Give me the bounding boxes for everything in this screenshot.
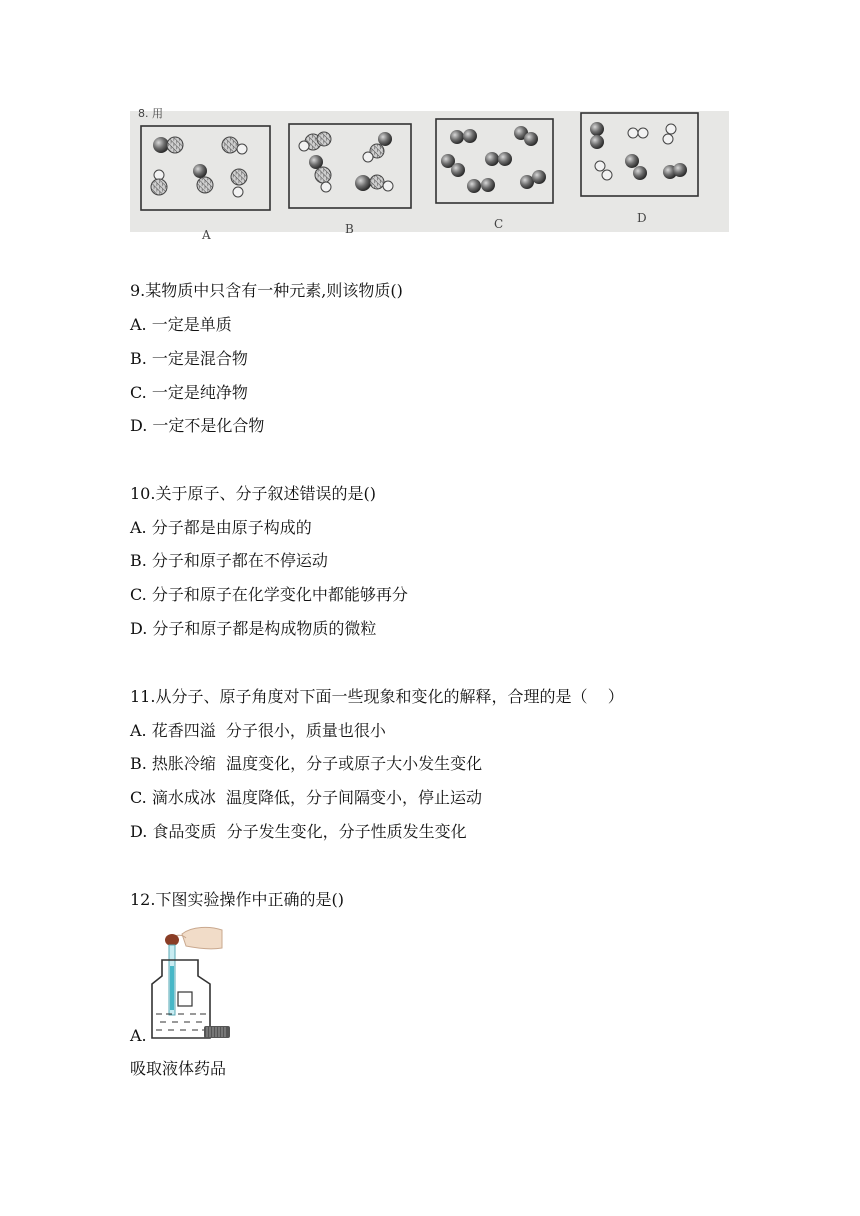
- question-9-option-a: A. 一定是单质: [130, 315, 232, 334]
- question-11-option-b: B. 热胀冷缩 温度变化，分子或原子大小发生变化: [130, 754, 483, 773]
- question-12-stem: 12.下图实验操作中正确的是(): [130, 890, 344, 909]
- question-11-option-d: D. 食品变质 分子发生变化，分子性质发生变化: [130, 822, 467, 841]
- panel-c: [436, 119, 553, 203]
- panel-label-b: B: [345, 222, 354, 236]
- panel-a: [141, 126, 270, 210]
- panel-b: [289, 124, 411, 208]
- question-11-option-a: A. 花香四溢 分子很小，质量也很小: [130, 721, 386, 740]
- panel-label-a: A: [202, 228, 211, 242]
- question-12-option-a-label: A.: [130, 1026, 147, 1045]
- question-10-option-b: B. 分子和原子都在不停运动: [130, 551, 328, 570]
- panel-d: [581, 113, 698, 196]
- panel-label-d: D: [637, 211, 647, 225]
- molecule-diagram-photo: [130, 107, 729, 242]
- question-11-option-c: C. 滴水成冰 温度降低，分子间隔变小，停止运动: [130, 788, 483, 807]
- dropper-reagent-bottle-figure: [130, 926, 250, 1048]
- question-9-option-c: C. 一定是纯净物: [130, 383, 248, 402]
- panel-label-c: C: [494, 217, 504, 231]
- question-10-option-c: C. 分子和原子在化学变化中都能够再分: [130, 585, 408, 604]
- question-9-stem: 9.某物质中只含有一种元素,则该物质(): [130, 281, 403, 300]
- figure-header-fragment: 8. 用: [138, 107, 163, 120]
- question-10-option-d: D. 分子和原子都是构成物质的微粒: [130, 619, 377, 638]
- question-9-option-d: D. 一定不是化合物: [130, 416, 265, 435]
- question-11-stem: 11.从分子、原子角度对下面一些现象和变化的解释，合理的是（ ）: [130, 687, 624, 706]
- question-9-option-b: B. 一定是混合物: [130, 349, 248, 368]
- question-10-option-a: A. 分子都是由原子构成的: [130, 518, 312, 537]
- question-12-option-a-caption: 吸取液体药品: [130, 1059, 227, 1078]
- question-10-stem: 10.关于原子、分子叙述错误的是(): [130, 484, 376, 503]
